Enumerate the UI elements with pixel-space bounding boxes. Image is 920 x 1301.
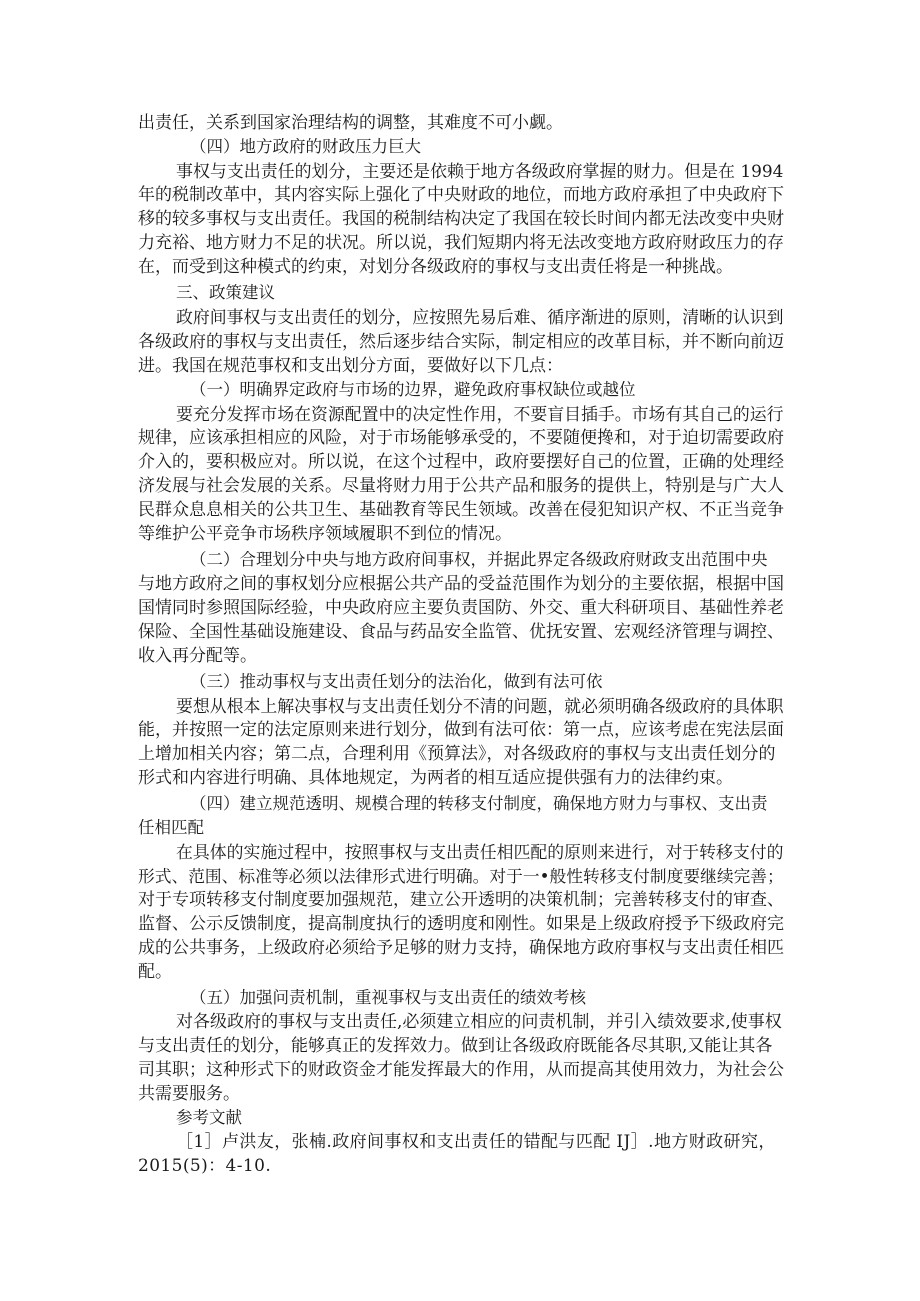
- reference-entry: ［1］卢洪友，张楠.政府间事权和支出责任的错配与匹配 IJ］.地方财政研究，: [176, 1132, 776, 1152]
- subsection-heading: （二）合理划分中央与地方政府间事权，并据此界定各级政府财政支出范围中央: [190, 550, 768, 569]
- body-text-line: 收入再分配等。: [138, 646, 257, 666]
- body-text-line: 移的较多事权与支出责任。我国的税制结构决定了我国在较长时间内都无法改变中央财: [138, 209, 784, 229]
- body-text-line: 事权与支出责任的划分，主要还是依赖于地方各级政府掌握的财力。但是在 1994: [176, 161, 784, 181]
- references-heading: 参考文献: [176, 1108, 242, 1127]
- body-text-line: 在具体的实施过程中，按照事权与支出责任相匹配的原则来进行，对于转移支付的: [176, 842, 784, 862]
- body-text-line: 要想从根本上解决事权与支出责任划分不清的问题，就必须明确各级政府的具体职: [176, 696, 784, 716]
- subsection-heading-cont: 任相匹配: [138, 818, 204, 837]
- body-text-line: 共需要服务。: [138, 1084, 240, 1104]
- body-text-line: 保险、全国性基础设施建设、食品与药品安全监管、优抚安置、宏观经济管理与调控、: [138, 622, 784, 642]
- body-text-line: 济发展与社会发展的关系。尽量将财力用于公共产品和服务的提供上，特别是与广大人: [138, 476, 784, 496]
- body-text-line: 形式和内容进行明确、具体地规定，为两者的相互适应提供强有力的法律约束。: [138, 768, 733, 788]
- subsection-heading: （一）明确界定政府与市场的边界，避免政府事权缺位或越位: [190, 380, 636, 399]
- body-text-line: 国情同时参照国际经验，中央政府应主要负责国防、外交、重大科研项目、基础性养老: [138, 598, 784, 618]
- body-text-line: 配。: [138, 962, 172, 982]
- subsection-heading: （四）建立规范透明、规模合理的转移支付制度，确保地方财力与事权、支出责: [190, 794, 768, 813]
- body-text-line: 监督、公示反馈制度，提高制度执行的透明度和刚性。如果是上级政府授予下级政府完: [138, 914, 784, 934]
- body-text-line: 成的公共事务，上级政府必须给予足够的财力支持，确保地方政府事权与支出责任相匹: [138, 938, 784, 958]
- body-text-line: 要充分发挥市场在资源配置中的决定性作用，不要盲目插手。市场有其自己的运行: [176, 404, 784, 424]
- body-text-line: 对于专项转移支付制度要加强规范，建立公开透明的决策机制；完善转移支付的审查、: [138, 890, 784, 910]
- body-text-line: 形式、范围、标准等必须以法律形式进行明确。对于一•般性转移支付制度要继续完善；: [138, 866, 784, 886]
- body-text-line: 介入的，要积极应对。所以说，在这个过程中，政府要摆好自己的位置，正确的处理经: [138, 452, 784, 472]
- subsection-heading: （四）地方政府的财政压力巨大: [190, 137, 421, 156]
- body-text-line: 各级政府的事权与支出责任，然后逐步结合实际，制定相应的改革目标，并不断向前迈: [138, 332, 784, 352]
- body-text-line: 能，并按照一定的法定原则来进行划分，做到有法可依：第一点，应该考虑在宪法层面: [138, 720, 784, 740]
- subsection-heading: （三）推动事权与支出责任划分的法治化，做到有法可依: [190, 672, 603, 691]
- body-text-line: 政府间事权与支出责任的划分，应按照先易后难、循序渐进的原则，清晰的认识到: [176, 307, 784, 327]
- body-text-line: 民群众息息相关的公共卫生、基础教育等民生领域。改善在侵犯知识产权、不正当竞争: [138, 500, 784, 520]
- subsection-heading: （五）加强问责机制，重视事权与支出责任的绩效考核: [190, 988, 586, 1007]
- body-text-line: 力充裕、地方财力不足的状况。所以说，我们短期内将无法改变地方政府财政压力的存: [138, 233, 784, 253]
- body-text-line: 司其职；这种形式下的财政资金才能发挥最大的作用，从而提高其使用效力，为社会公: [138, 1060, 784, 1080]
- body-text-line: 出责任，关系到国家治理结构的调整，其难度不可小觑。: [138, 113, 563, 133]
- body-text-line: 在，而受到这种模式的约束，对划分各级政府的事权与支出责任将是一种挑战。: [138, 257, 733, 277]
- reference-entry-cont: 2015(5)：4-10.: [138, 1156, 272, 1176]
- body-text-line: 规律，应该承担相应的风险，对于市场能够承受的，不要随便搀和，对于迫切需要政府: [138, 428, 784, 448]
- body-text-line: 上增加相关内容；第二点，合理利用《预算法》，对各级政府的事权与支出责任划分的: [138, 744, 776, 764]
- section-heading: 三、政策建议: [176, 283, 275, 302]
- body-text-line: 对各级政府的事权与支出责任,必须建立相应的问责机制，并引入绩效要求,使事权: [176, 1012, 782, 1032]
- body-text-line: 进。我国在规范事权和支出划分方面，要做好以下几点：: [138, 356, 563, 376]
- body-text-line: 等维护公平竞争市场秩序领域履职不到位的情况。: [138, 524, 512, 544]
- body-text-line: 年的税制改革中，其内容实际上强化了中央财政的地位，而地方政府承担了中央政府下: [138, 185, 784, 205]
- body-text-line: 与地方政府之间的事权划分应根据公共产品的受益范围作为划分的主要依据，根据中国: [138, 574, 784, 594]
- body-text-line: 与支出责任的划分，能够真正的发挥效力。做到让各级政府既能各尽其职,又能让其各: [138, 1036, 773, 1056]
